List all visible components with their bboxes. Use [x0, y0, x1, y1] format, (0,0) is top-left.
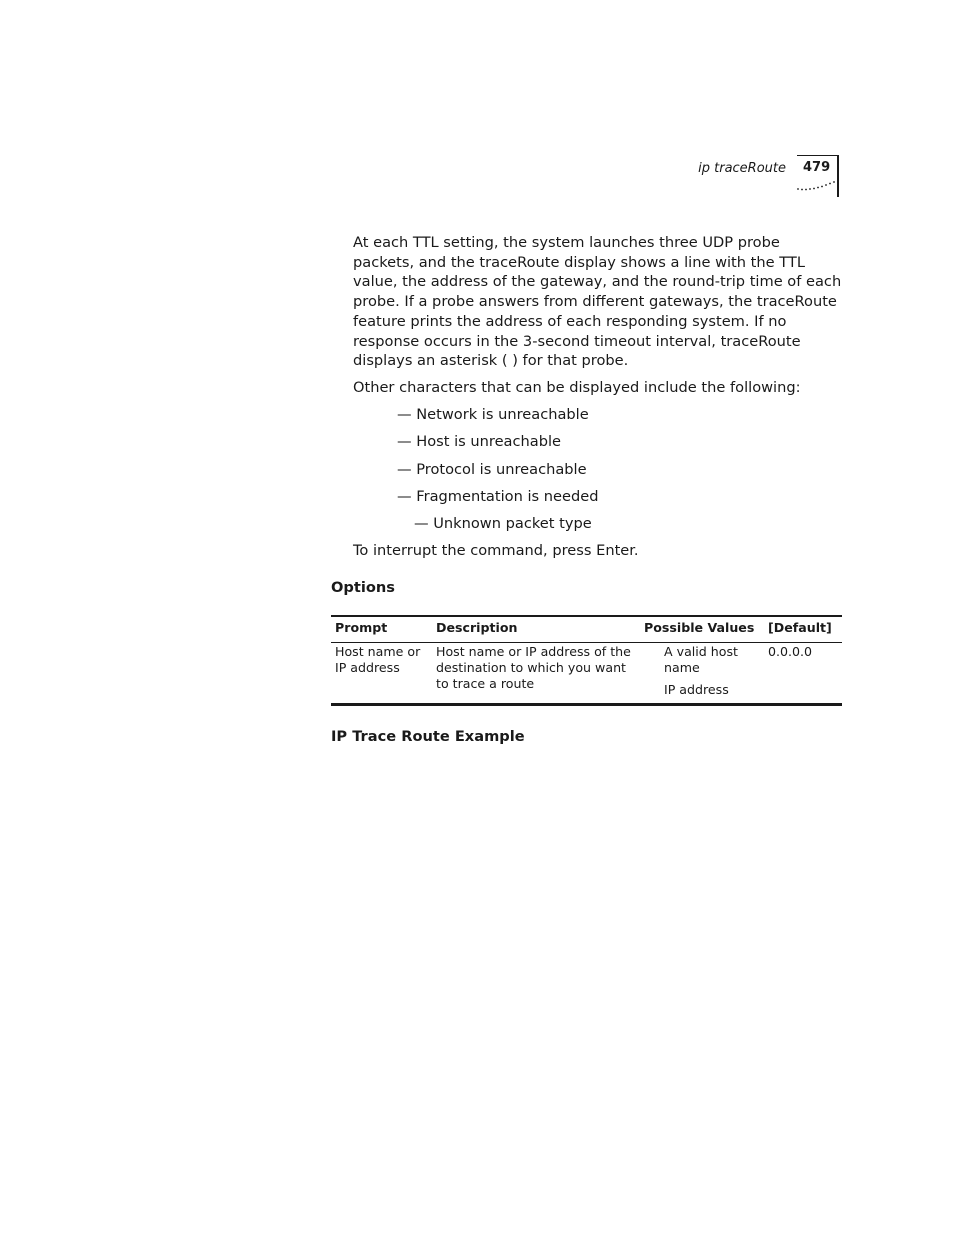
table-bottom-rule: [331, 703, 842, 706]
cell-value-ip-address: IP address: [664, 682, 729, 697]
options-heading: Options: [331, 579, 395, 596]
column-header-default: [Default]: [768, 620, 832, 635]
list-item: — Fragmentation is needed: [397, 488, 599, 505]
running-header-title: ip traceRoute: [698, 161, 786, 176]
list-item: — Protocol is unreachable: [397, 461, 587, 478]
page-number: 479: [803, 160, 831, 175]
paragraph-ttl-description: At each TTL setting, the system launches three UDP probe packets, and the traceRoute display shows a line with the TTL value, the address of the gateway, and the round-trip time of each probe. If a probe answers from different gateways, the traceRoute feature prints the address of each responding system. If no response occurs in the 3-second timeout interval, traceRoute displays an asterisk ( ) for that probe.: [353, 234, 842, 370]
list-item: — Network is unreachable: [397, 406, 589, 423]
example-heading: IP Trace Route Example: [331, 728, 525, 745]
paragraph-other-characters: Other characters that can be displayed include the following:: [353, 379, 801, 396]
page-corner-rule-horizontal: [797, 155, 839, 156]
cell-default: 0.0.0.0: [768, 644, 813, 659]
paragraph-interrupt: To interrupt the command, press Enter.: [353, 542, 639, 559]
table-header-rule: [331, 642, 842, 643]
cell-value-host-name: A valid host name: [664, 644, 738, 675]
column-header-possible-values: Possible Values: [644, 620, 755, 635]
cell-description: Host name or IP address of the destination to which you want to trace a route: [436, 644, 631, 691]
page-corner-dots-icon: [796, 180, 838, 192]
list-item: — Unknown packet type: [414, 515, 592, 532]
list-item: — Host is unreachable: [397, 433, 562, 450]
table-top-rule: [331, 615, 842, 617]
column-header-description: Description: [436, 620, 518, 635]
cell-prompt: Host name or IP address: [335, 644, 421, 675]
column-header-prompt: Prompt: [335, 620, 388, 635]
